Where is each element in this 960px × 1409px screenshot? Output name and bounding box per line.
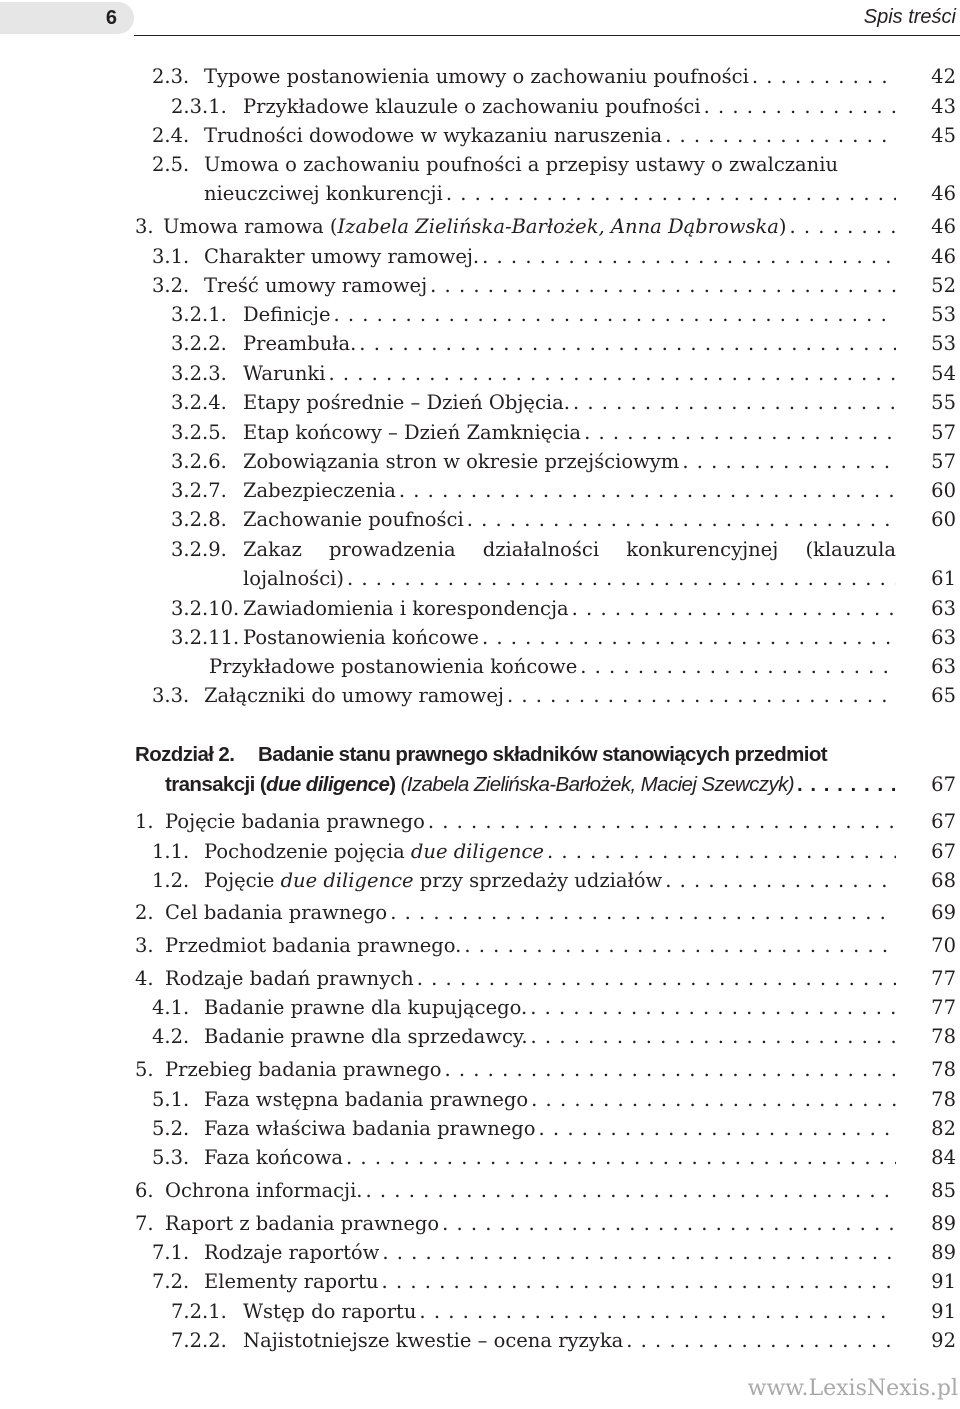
entry-title-line <box>243 505 896 535</box>
entry-title-line <box>243 359 896 389</box>
entry-title: Faza końcowa <box>204 1146 344 1169</box>
entry-title: Badanie prawne dla kupującego. <box>204 996 528 1019</box>
dot-leader <box>382 1267 896 1297</box>
dot-leader <box>531 1022 896 1052</box>
dot-leader <box>382 1238 896 1268</box>
dot-leader <box>390 898 896 928</box>
toc-entry <box>0 993 960 1023</box>
entry-number: 3.2.10. <box>171 597 240 620</box>
entry-number: 3.2.4. <box>171 391 227 414</box>
dot-leader <box>580 652 896 682</box>
entry-title: Ochrona informacji. <box>165 1179 363 1202</box>
entry-title-line <box>204 179 896 209</box>
entry-number: 4.2. <box>152 1025 190 1048</box>
entry-page: 78 <box>931 1088 956 1111</box>
toc-entry <box>0 964 960 994</box>
entry-page: 60 <box>931 508 956 531</box>
entry-title: Treść umowy ramowej <box>204 274 428 297</box>
entry-title-line <box>204 242 896 272</box>
toc-entry <box>0 447 960 477</box>
dot-leader <box>531 1085 896 1115</box>
title-authors: Izabela Zielińska-Barłożek, Anna Dąbrowska <box>337 215 779 238</box>
page-number-badge: 6 <box>0 2 134 34</box>
entry-title: Etap końcowy – Dzień Zamknięcia <box>243 421 582 444</box>
toc-entry <box>0 681 960 711</box>
dot-leader <box>346 1143 896 1173</box>
dot-leader <box>665 866 896 896</box>
entry-page: 57 <box>931 450 956 473</box>
entry-number: 4. <box>135 967 154 990</box>
entry-title-line <box>165 1176 896 1206</box>
entry-page: 63 <box>931 655 956 678</box>
entry-title: Rodzaje raportów <box>204 1241 380 1264</box>
entry-title: Cel badania prawnego <box>165 901 388 924</box>
toc-entry <box>0 1297 960 1327</box>
toc-entry <box>0 1267 960 1297</box>
entry-page: 63 <box>931 597 956 620</box>
entry-page: 77 <box>931 996 956 1019</box>
dot-leader <box>333 300 896 330</box>
entry-number: 7.2.1. <box>171 1300 227 1323</box>
dot-leader <box>482 623 896 653</box>
toc-entry <box>0 1326 960 1356</box>
entry-number: 3.2.11. <box>171 626 240 649</box>
entry-title: Definicje <box>243 303 331 326</box>
entry-title-line <box>243 1297 896 1327</box>
toc-entry <box>0 1055 960 1085</box>
entry-page: 84 <box>931 1146 956 1169</box>
dot-leader <box>482 242 896 272</box>
chapter-heading <box>0 740 960 770</box>
entry-page: 46 <box>931 182 956 205</box>
entry-page: 92 <box>931 1329 956 1352</box>
entry-page: 67 <box>931 840 956 863</box>
entry-title: Postanowienia końcowe <box>243 626 479 649</box>
entry-number: 3. <box>135 934 154 957</box>
entry-title-line <box>243 388 896 418</box>
entry-page: 63 <box>931 626 956 649</box>
entry-title-line <box>165 931 896 961</box>
title-text: ) <box>778 215 787 238</box>
entry-number: 3.2.7. <box>171 479 227 502</box>
entry-title-continued: nieuczciwej konkurencji <box>204 182 443 205</box>
entry-title-line <box>165 1209 896 1239</box>
entry-title-line <box>243 476 896 506</box>
entry-title: Faza wstępna badania prawnego <box>204 1088 529 1111</box>
toc-entry <box>0 300 960 330</box>
entry-page: 77 <box>931 967 956 990</box>
entry-title-line <box>163 212 896 242</box>
dot-leader <box>464 931 896 961</box>
entry-number: 2.3. <box>152 65 190 88</box>
entry-page: 89 <box>931 1212 956 1235</box>
entry-title-line <box>243 1326 896 1356</box>
entry-title-line <box>243 300 896 330</box>
entry-page: 89 <box>931 1241 956 1264</box>
entry-title: Raport z badania prawnego <box>165 1212 440 1235</box>
entry-title-line <box>204 681 896 711</box>
entry-number: 3. <box>135 215 154 238</box>
entry-number: 3.2.3. <box>171 362 227 385</box>
toc-entry <box>0 150 960 180</box>
title-text: ) <box>389 773 396 796</box>
entry-page: 82 <box>931 1117 956 1140</box>
entry-number: 2.3.1. <box>171 95 227 118</box>
title-text: Umowa ramowa ( <box>163 215 338 238</box>
entry-title: Warunki <box>243 362 326 385</box>
dot-leader <box>399 476 896 506</box>
title-italic: due diligence <box>266 773 390 796</box>
dot-leader <box>572 594 896 624</box>
toc-entry <box>0 1114 960 1144</box>
toc-entry <box>0 1209 960 1239</box>
toc-entry <box>0 212 960 242</box>
toc-entry <box>0 505 960 535</box>
entry-number: 5.2. <box>152 1117 190 1140</box>
entry-title-line <box>204 121 896 151</box>
toc-entry <box>0 898 960 928</box>
title-italic: due diligence <box>410 840 544 863</box>
dot-leader <box>797 770 896 800</box>
entry-number: 3.2.9. <box>171 538 227 561</box>
dot-leader <box>359 329 896 359</box>
entry-number: 7.2.2. <box>171 1329 227 1352</box>
entry-title <box>243 535 896 565</box>
title-word: konkurencyjnej <box>626 538 779 561</box>
toc-entry <box>0 1238 960 1268</box>
dot-leader <box>467 505 896 535</box>
toc-entry <box>0 652 960 682</box>
toc-entry <box>0 866 960 896</box>
dot-leader <box>626 1326 896 1356</box>
entry-page: 91 <box>931 1300 956 1323</box>
chapter-author-close: ) <box>787 773 794 796</box>
entry-title-line <box>209 652 896 682</box>
title-word: (klauzula <box>805 538 896 561</box>
entry-page: 53 <box>931 303 956 326</box>
dot-leader <box>547 837 896 867</box>
toc-entry <box>0 535 960 565</box>
dot-leader <box>328 359 896 389</box>
entry-page: 46 <box>931 245 956 268</box>
chapter-title: Badanie stanu prawnego składników stanowiących przedmiot <box>258 743 828 766</box>
toc-entry <box>0 594 960 624</box>
dot-leader <box>430 271 896 301</box>
entry-title: Zobowiązania stron w okresie przejściowym <box>243 450 680 473</box>
toc-entry-continuation <box>0 564 960 594</box>
entry-title-line <box>165 1055 896 1085</box>
entry-title: Etapy pośrednie – Dzień Objęcia. <box>243 391 570 414</box>
title-text: przy sprzedaży udziałów <box>413 869 663 892</box>
entry-number: 3.3. <box>152 684 190 707</box>
entry-number: 3.1. <box>152 245 190 268</box>
toc-entry <box>0 388 960 418</box>
dot-leader <box>539 1114 896 1144</box>
entry-title-line <box>243 329 896 359</box>
entry-title-line <box>165 964 896 994</box>
entry-page: 78 <box>931 1025 956 1048</box>
entry-title: Trudności dowodowe w wykazaniu naruszenia <box>204 124 663 147</box>
entry-page: 60 <box>931 479 956 502</box>
entry-title-line <box>204 271 896 301</box>
dot-leader <box>790 212 896 242</box>
entry-page: 61 <box>931 567 956 590</box>
toc-entry <box>0 242 960 272</box>
entry-title-line <box>243 594 896 624</box>
entry-title-line <box>204 1267 896 1297</box>
entry-page: 52 <box>931 274 956 297</box>
entry-title-line <box>204 1022 896 1052</box>
entry-number: 5. <box>135 1058 154 1081</box>
entry-page: 70 <box>931 934 956 957</box>
dot-leader <box>584 418 896 448</box>
toc-entry <box>0 92 960 122</box>
dot-leader <box>530 993 896 1023</box>
entry-title-line <box>204 1238 896 1268</box>
entry-title <box>204 866 662 896</box>
toc-entry <box>0 271 960 301</box>
entry-title: Rodzaje badań prawnych <box>165 967 414 990</box>
dot-leader <box>366 1176 896 1206</box>
entry-title-line <box>243 418 896 448</box>
entry-number: 5.1. <box>152 1088 190 1111</box>
dot-leader <box>752 62 896 92</box>
toc-entry <box>0 1022 960 1052</box>
entry-page: 78 <box>931 1058 956 1081</box>
dot-leader <box>347 564 896 594</box>
title-text: transakcji ( <box>165 773 267 796</box>
entry-title: Zachowanie poufności <box>243 508 464 531</box>
entry-title-continued: lojalności) <box>243 567 344 590</box>
entry-number: 7. <box>135 1212 154 1235</box>
entry-title-line <box>165 807 896 837</box>
title-word: Zakaz <box>243 538 302 561</box>
entry-number: 3.2. <box>152 274 190 297</box>
toc-entry <box>0 1085 960 1115</box>
entry-number: 6. <box>135 1179 154 1202</box>
entry-title: Umowa o zachowaniu poufności a przepisy ustawy o zwalczaniu <box>204 153 839 176</box>
dot-leader <box>444 1055 896 1085</box>
entry-title: Faza właściwa badania prawnego <box>204 1117 536 1140</box>
entry-title: Preambuła. <box>243 332 357 355</box>
entry-page: 43 <box>931 95 956 118</box>
entry-page: 57 <box>931 421 956 444</box>
toc-entry <box>0 476 960 506</box>
toc-entry <box>0 931 960 961</box>
entry-title-line <box>204 837 896 867</box>
chapter-authors: Izabela Zielińska-Barłożek, Maciej Szewczyk <box>406 773 788 796</box>
dot-leader <box>428 807 896 837</box>
toc-entry <box>0 1176 960 1206</box>
entry-number: 5.3. <box>152 1146 190 1169</box>
entry-page: 69 <box>931 901 956 924</box>
entry-title <box>163 212 787 242</box>
entry-title: Przebieg badania prawnego <box>165 1058 442 1081</box>
entry-number: 2.5. <box>152 153 190 176</box>
entry-title-line <box>204 1085 896 1115</box>
entry-page: 54 <box>931 362 956 385</box>
entry-title: Najistotniejsze kwestie – ocena ryzyka <box>243 1329 624 1352</box>
entry-title-line <box>165 770 896 800</box>
entry-number: 7.1. <box>152 1241 190 1264</box>
entry-number: 3.2.5. <box>171 421 227 444</box>
entry-page: 67 <box>931 773 956 796</box>
entry-title-line <box>204 1114 896 1144</box>
entry-title-line <box>204 1143 896 1173</box>
entry-title-line <box>165 898 896 928</box>
title-text: Pojęcie <box>204 869 281 892</box>
chapter-heading-continuation <box>0 770 960 800</box>
entry-title-line <box>243 564 896 594</box>
entry-title <box>204 837 544 867</box>
entry-title: Załączniki do umowy ramowej <box>204 684 504 707</box>
entry-number: 3.2.6. <box>171 450 227 473</box>
dot-leader <box>419 1297 896 1327</box>
chapter-title-continued <box>165 770 794 800</box>
entry-page: 42 <box>931 65 956 88</box>
chapter-author-open: ( <box>395 773 407 796</box>
entry-number: 7.2. <box>152 1270 190 1293</box>
entry-title: Zawiadomienia i korespondencja <box>243 597 569 620</box>
entry-page: 46 <box>931 215 956 238</box>
entry-number: 2.4. <box>152 124 190 147</box>
entry-title: Przedmiot badania prawnego. <box>165 934 462 957</box>
entry-title: Przykładowe klauzule o zachowaniu poufności <box>243 95 701 118</box>
entry-number: 3.2.1. <box>171 303 227 326</box>
entry-title-line <box>243 623 896 653</box>
entry-title-line <box>204 62 896 92</box>
entry-number: 3.2.8. <box>171 508 227 531</box>
toc-entry <box>0 837 960 867</box>
entry-title-line <box>204 993 896 1023</box>
entry-title: Charakter umowy ramowej. <box>204 245 480 268</box>
entry-title: Przykładowe postanowienia końcowe <box>209 655 578 678</box>
title-text: Pochodzenie pojęcia <box>204 840 411 863</box>
entry-page: 67 <box>931 810 956 833</box>
dot-leader <box>442 1209 896 1239</box>
entry-title-line <box>243 92 896 122</box>
toc-entry <box>0 1143 960 1173</box>
entry-number: 3.2.2. <box>171 332 227 355</box>
chapter-label: Rozdział 2. <box>135 743 235 766</box>
title-word: działalności <box>482 538 600 561</box>
entry-number: 1.2. <box>152 869 190 892</box>
toc-entry-continuation <box>0 179 960 209</box>
entry-page: 53 <box>931 332 956 355</box>
entry-page: 45 <box>931 124 956 147</box>
entry-title: Typowe postanowienia umowy o zachowaniu poufności <box>204 65 749 88</box>
dot-leader <box>446 179 896 209</box>
publisher-logo: www.LexisNexis.pl <box>747 1376 958 1401</box>
toc-entry <box>0 807 960 837</box>
entry-number: 2. <box>135 901 154 924</box>
entry-title-line <box>204 866 896 896</box>
entry-title: Pojęcie badania prawnego <box>165 810 425 833</box>
toc-entry <box>0 329 960 359</box>
entry-page: 85 <box>931 1179 956 1202</box>
entry-number: 4.1. <box>152 996 190 1019</box>
dot-leader <box>417 964 896 994</box>
dot-leader <box>704 92 896 122</box>
toc-entry <box>0 623 960 653</box>
dot-leader <box>682 447 896 477</box>
entry-title: Wstęp do raportu <box>243 1300 417 1323</box>
dot-leader <box>507 681 896 711</box>
toc-entry <box>0 121 960 151</box>
dot-leader <box>573 388 896 418</box>
entry-page: 65 <box>931 684 956 707</box>
toc-entry <box>0 62 960 92</box>
entry-page: 68 <box>931 869 956 892</box>
entry-number: 1.1. <box>152 840 190 863</box>
entry-title: Elementy raportu <box>204 1270 379 1293</box>
entry-page: 55 <box>931 391 956 414</box>
entry-title-line <box>243 447 896 477</box>
running-title: Spis treści <box>863 6 956 28</box>
entry-page: 91 <box>931 1270 956 1293</box>
toc-entry <box>0 418 960 448</box>
entry-title: Badanie prawne dla sprzedawcy. <box>204 1025 528 1048</box>
toc-entry <box>0 359 960 389</box>
title-italic: due diligence <box>280 869 414 892</box>
dot-leader <box>665 121 896 151</box>
entry-number: 1. <box>135 810 154 833</box>
entry-title: Zabezpieczenia <box>243 479 396 502</box>
title-word: prowadzenia <box>329 538 456 561</box>
